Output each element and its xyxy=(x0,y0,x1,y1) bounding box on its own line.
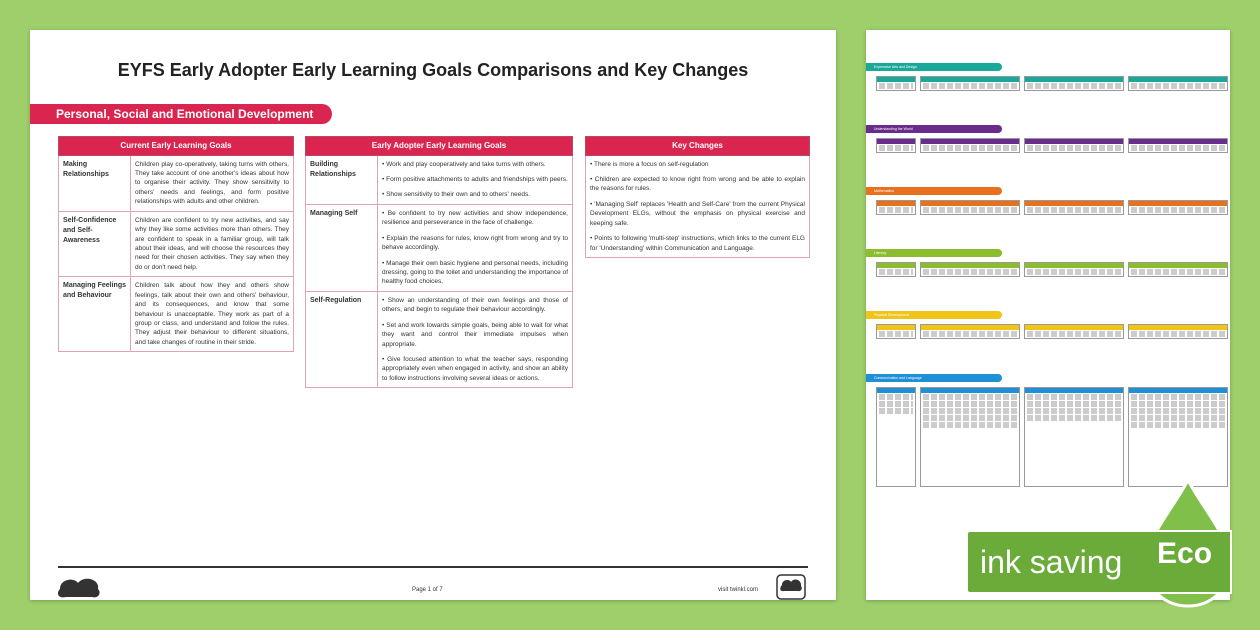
table-row xyxy=(59,155,294,211)
preview-banner: Expressive Arts and Design xyxy=(866,63,1002,71)
publisher-logo-icon xyxy=(56,573,104,601)
table-row xyxy=(586,155,810,257)
goal-text: Children play co-operatively, taking turns with others. They take account of one another's ideas about how to organise their activity. They show sensitivity to others' needs and feelings, and form positive relationships with adults and other children. xyxy=(131,155,294,211)
goal-point: • Work and play cooperatively and take turns with others. xyxy=(382,160,568,169)
preview-banner: Communication and Language xyxy=(866,374,1002,382)
key-changes-table xyxy=(585,136,810,258)
current-goals-table xyxy=(58,136,294,352)
goal-point: • Manage their own basic hygiene and personal needs, including dressing, going to the toilet and understanding the importance of healthy food choices. xyxy=(382,259,568,287)
table-row xyxy=(59,211,294,277)
category-cell: Managing Self xyxy=(306,204,378,291)
document-page xyxy=(30,30,836,600)
category-cell: Making Relationships xyxy=(59,155,131,211)
preview-banner: Physical Development xyxy=(866,311,1002,319)
category-cell: Managing Feelings and Behaviour xyxy=(59,277,131,352)
change-point: • 'Managing Self' replaces 'Health and Self-Care' from the current Physical Development ELGs, without the emphasis on physical exercise and keeping safe. xyxy=(590,200,805,228)
preview-banner: Mathematics xyxy=(866,187,1002,195)
preview-banner: Understanding the World xyxy=(866,125,1002,133)
goal-point: • Form positive attachments to adults and friendships with peers. xyxy=(382,175,568,184)
document-title: EYFS Early Adopter Early Learning Goals Comparisons and Key Changes xyxy=(117,60,749,80)
goal-point: • Set and work towards simple goals, being able to wait for what they want and control their immediate impulses when appropriate. xyxy=(382,321,568,349)
goal-point: • Give focused attention to what the teacher says, responding appropriately even when engaged in activity, and show an ability to follow instructions involving several ideas or actions. xyxy=(382,355,568,383)
adopter-goals-table xyxy=(305,136,573,388)
category-cell: Building Relationships xyxy=(306,155,378,204)
goal-point: • Explain the reasons for rules, know right from wrong and try to behave accordingly. xyxy=(382,234,568,253)
section-banner: Personal, Social and Emotional Development xyxy=(30,104,332,124)
category-cell: Self-Confidence and Self-Awareness xyxy=(59,211,131,277)
goal-point: • Show sensitivity to their own and to others' needs. xyxy=(382,190,568,199)
preview-table xyxy=(876,387,1228,487)
table-row xyxy=(306,155,573,204)
goal-point: • Be confident to try new activities and show independence, resilience and perseverance in the face of challenge. xyxy=(382,209,568,228)
preview-table xyxy=(876,262,1228,277)
key-changes-header: Key Changes xyxy=(586,137,810,156)
preview-table xyxy=(876,200,1228,215)
category-cell: Self-Regulation xyxy=(306,291,378,387)
goal-text: Children talk about how they and others show feelings, talk about their own and others' behaviour, and its consequences, and know that some behaviour is unacceptable. They work as part of a group or class, and understand and follow the rules. They adjust their behaviour to different situations, and take changes of routine in their stride. xyxy=(131,277,294,352)
table-row xyxy=(306,291,573,387)
site-url: visit twinkl.com xyxy=(718,587,759,593)
preview-table xyxy=(876,138,1228,153)
change-point: • Points to following 'multi-step' instructions, which links to the current ELG for 'Understanding' within Communication and Language. xyxy=(590,234,805,253)
table-row xyxy=(306,204,573,291)
table-row xyxy=(59,277,294,352)
preview-table xyxy=(876,324,1228,339)
ink-saving-label: ink saving xyxy=(980,543,1123,580)
eco-label: Eco xyxy=(1157,537,1213,570)
footer-divider xyxy=(58,566,808,568)
goal-point: • Show an understanding of their own feelings and those of others, and begin to regulate their behaviour accordingly. xyxy=(382,296,568,315)
change-point: • There is more a focus on self-regulation xyxy=(590,160,805,169)
preview-banner: Literacy xyxy=(866,249,1002,257)
goal-text: Children are confident to try new activities, and say why they like some activities more than others. They are confident to speak in a familiar group, will talk about their ideas, and will choose the resources they need for their chosen activities. They say when they do or don't need help. xyxy=(131,211,294,277)
badge-logo-icon xyxy=(774,573,808,601)
adopter-goals-header: Early Adopter Early Learning Goals xyxy=(306,137,573,156)
current-goals-header: Current Early Learning Goals xyxy=(59,137,294,156)
page-number: Page 1 of 7 xyxy=(412,587,443,593)
preview-table xyxy=(876,76,1228,91)
change-point: • Children are expected to know right from wrong and be able to explain the reasons for rules. xyxy=(590,175,805,194)
